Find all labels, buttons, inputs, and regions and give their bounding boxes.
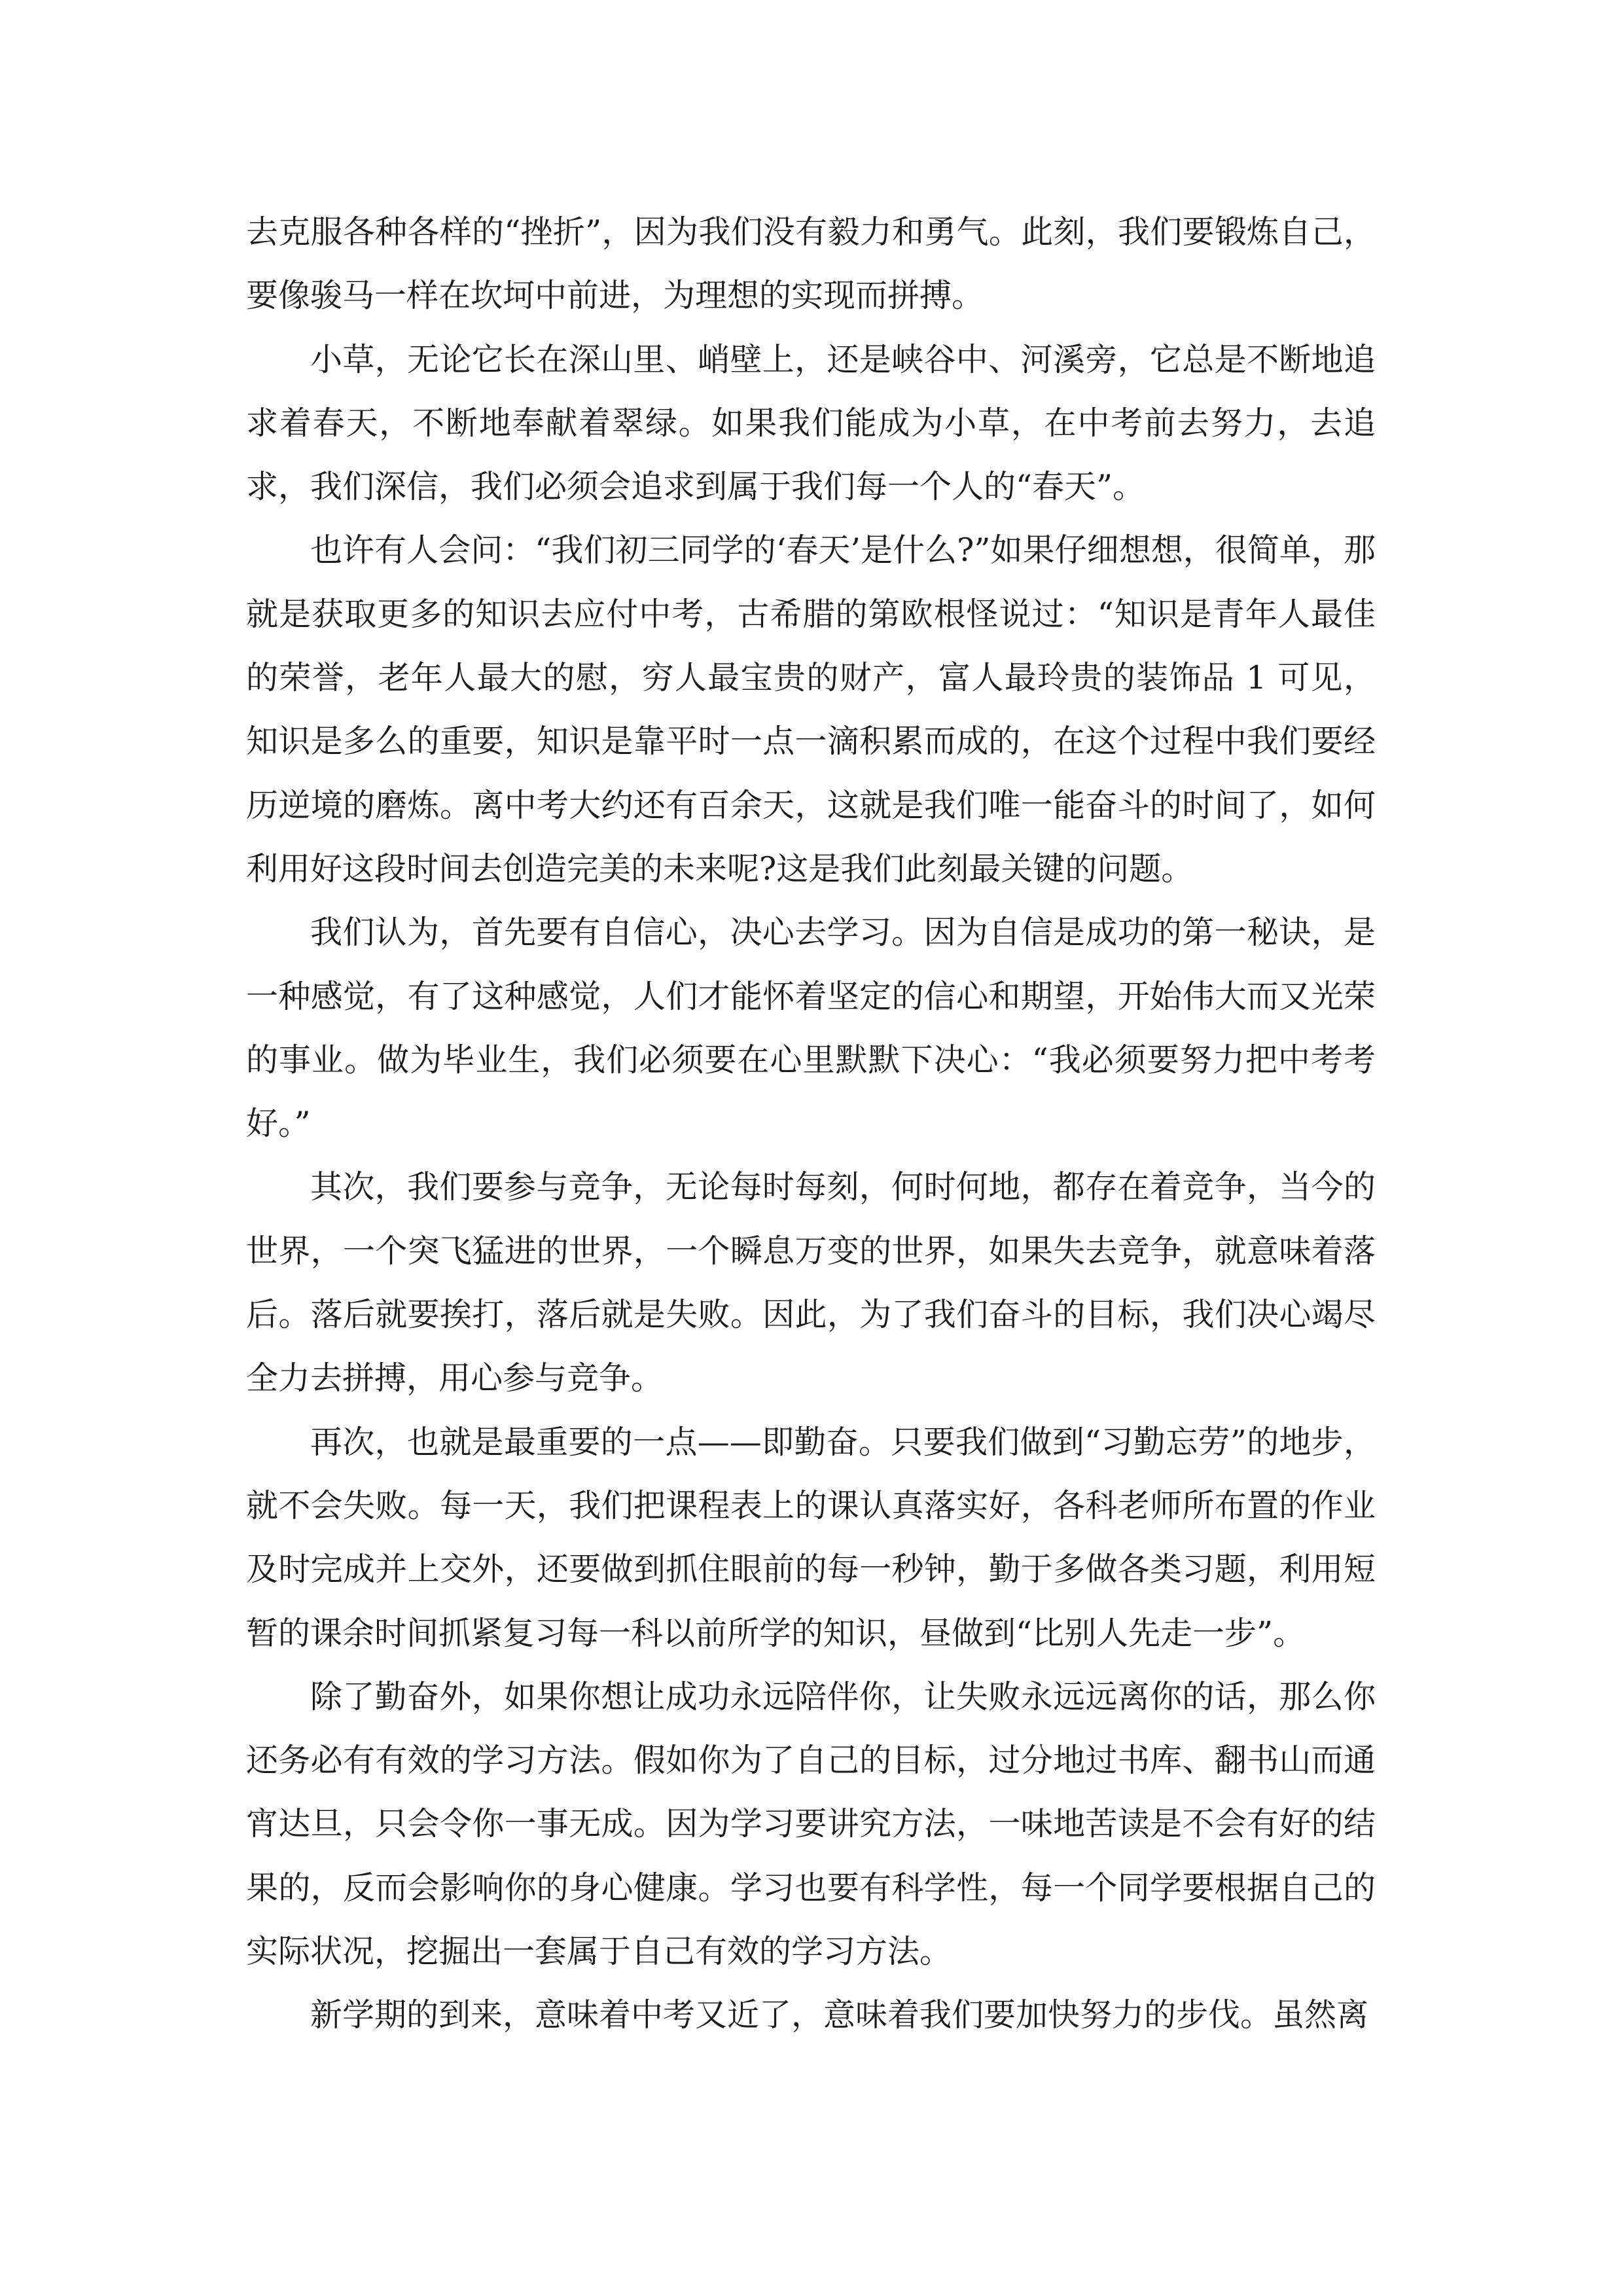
paragraph-5: 其次，我们要参与竞争，无论每时每刻，何时何地，都存在着竞争，当今的世界，一个突飞猛进的世界，一个瞬息万变的世界，如果失去竞争，就意味着落后。落后就要挨打，落后就是失败。因此，为了我们奋斗的目标，我们决心竭尽全力去拼搏，用心参与竞争。: [246, 1168, 1376, 1397]
paragraph-8: 新学期的到来，意味着中考又近了，意味着我们要加快努力的步伐。虽然离: [310, 1996, 1369, 2034]
paragraph-7: 除了勤奋外，如果你想让成功永远陪伴你，让失败永远远离你的话，那么你还务必有有效的学习方法。假如你为了自己的目标，过分地过书库、翻书山而通宵达旦，只会令你一事无成。因为学习要讲究方法，一味地苦读是不会有好的结果的，反而会影响你的身心健康。学习也要有科学性，每一个同学要根据自己的实际状况，挖掘出一套属于自己有效的学习方法。: [246, 1677, 1376, 1971]
paragraph-1: 去克服各种各样的“挫折”，因为我们没有毅力和勇气。此刻，我们要锻炼自己，要像骏马一样在坎坷中前进，为理想的实现而拼搏。: [246, 213, 1376, 315]
paragraph-3: 也许有人会问：“我们初三同学的‘春天’是什么?”如果仔细想想，很简单，那就是获取更多的知识去应付中考，古希腊的第欧根怪说过：“知识是青年人最佳的荣誉，老年人最大的慰，穷人最宝贵的财产，富人最玲贵的装饰品 1 可见，知识是多么的重要，知识是靠平时一点一滴积累而成的，在这个过程中我们要经历逆境的磨炼。离中考大约还有百余天，这就是我们唯一能奋斗的时间了，如何利用好这段时间去创造完美的未来呢?这是我们此刻最关键的问题。: [246, 531, 1376, 888]
paragraph-6: 再次，也就是最重要的一点——即勤奋。只要我们做到“习勤忘劳”的地步，就不会失败。每一天，我们把课程表上的课认真落实好，各科老师所布置的作业及时完成并上交外，还要做到抓住眼前的每一秒钟，勤于多做各类习题，利用短暂的课余时间抓紧复习每一科以前所学的知识，昼做到“比别人先走一步”。: [246, 1423, 1376, 1652]
paragraph-2: 小草，无论它长在深山里、峭壁上，还是峡谷中、河溪旁，它总是不断地追求着春天，不断地奉献着翠绿。如果我们能成为小草，在中考前去努力，去追求，我们深信，我们必须会追求到属于我们每一个人的“春天”。: [246, 340, 1376, 506]
document-body: [246, 200, 1376, 2047]
paragraph-4: 我们认为，首先要有自信心，决心去学习。因为自信是成功的第一秘诀，是一种感觉，有了这种感觉，人们才能怀着坚定的信心和期望，开始伟大而又光荣的事业。做为毕业生，我们必须要在心里默默下决心：“我必须要努力把中考考好。”: [246, 914, 1376, 1143]
